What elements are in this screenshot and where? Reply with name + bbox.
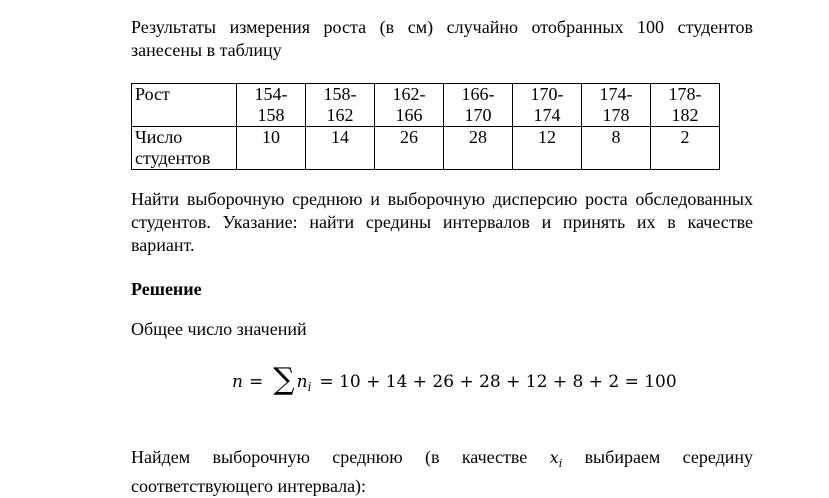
task-paragraph: Найти выборочную среднюю и выборочную дисперсию роста обследованных студентов. Указание: найти средины интервалов и принять их в качестве вариант.: [131, 189, 753, 255]
mean-text-before: Найдем выборочную среднюю (в качестве: [131, 447, 528, 467]
table-row: [132, 127, 720, 170]
sigma-symbol: ∑: [273, 361, 295, 397]
formula-lhs: n: [232, 372, 243, 392]
row-label-students: Число студентов: [132, 127, 237, 170]
formula-rhs: = 10 + 14 + 26 + 28 + 12 + 8 + 2 = 100: [319, 372, 677, 392]
interval-cell: 154- 158: [237, 84, 306, 127]
count-cell: 10: [237, 127, 306, 170]
formula-equals: =: [248, 372, 264, 392]
height-frequency-table: [131, 83, 720, 170]
count-cell: 14: [306, 127, 375, 170]
formula-subscript: i: [307, 380, 312, 394]
interval-cell: 166- 170: [444, 84, 513, 127]
interval-cell: 170- 174: [513, 84, 582, 127]
count-cell: 8: [582, 127, 651, 170]
total-count-label: Общее число значений: [131, 319, 307, 339]
sum-formula: [232, 362, 677, 402]
xi-variable: $x_i$: [549, 448, 563, 471]
solution-heading: Решение: [131, 279, 202, 299]
mean-text-after: выбираем середину соответствующего интервала):: [131, 447, 754, 497]
intro-paragraph: Результаты измерения роста (в см) случайно отобранных 100 студентов занесены в таблицу: [131, 17, 753, 60]
formula-term: n: [296, 372, 308, 392]
count-cell: 26: [375, 127, 444, 170]
interval-cell: 178- 182: [651, 84, 720, 127]
interval-cell: 174- 178: [582, 84, 651, 127]
mean-paragraph: [131, 446, 753, 498]
table-row: [132, 84, 720, 127]
interval-cell: 162- 166: [375, 84, 444, 127]
row-label-height: Рост: [132, 84, 237, 127]
interval-cell: 158- 162: [306, 84, 375, 127]
count-cell: 2: [651, 127, 720, 170]
count-cell: 28: [444, 127, 513, 170]
count-cell: 12: [513, 127, 582, 170]
